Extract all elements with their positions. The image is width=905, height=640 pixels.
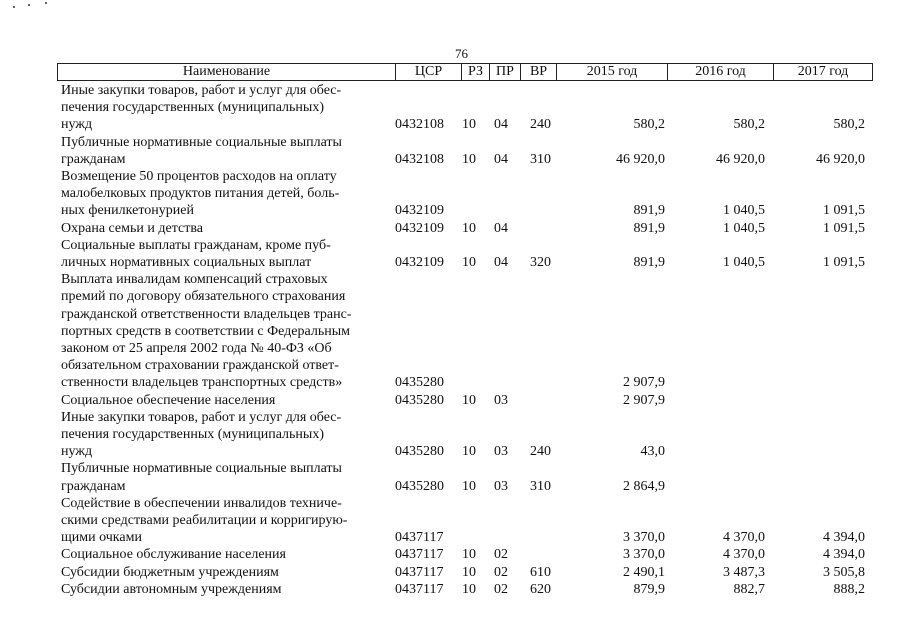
row-name-line: ных фенилкетонурией [61, 203, 194, 219]
cell-vr: 240 [530, 444, 551, 460]
cell-rz: 10 [462, 581, 476, 597]
row-name-line: Субсидии бюджетным учреждениям [61, 564, 279, 580]
cell-2016: 580,2 [733, 117, 765, 133]
cell-rz: 10 [462, 255, 476, 270]
row-name-line: Содействие в обеспечении инвалидов техниче- [61, 495, 342, 511]
cell-2015: 43,0 [640, 444, 665, 460]
cell-pr: 04 [494, 117, 508, 133]
cell-2017: 888,2 [833, 581, 865, 597]
cell-pr: 03 [494, 478, 508, 494]
cell-2017: 3 505,8 [823, 564, 865, 580]
column-header-2015: 2015 год [557, 64, 668, 80]
cell-vr: 620 [530, 581, 551, 597]
cell-pr: 03 [494, 392, 508, 408]
cell-csr: 0435280 [395, 392, 444, 408]
row-name-line: Охрана семьи и детства [61, 220, 203, 236]
row-name-line: Социальные выплаты гражданам, кроме пуб- [61, 237, 331, 253]
cell-2017: 46 920,0 [816, 151, 865, 167]
cell-2015: 2 490,1 [623, 564, 665, 580]
row-name-line: гражданам [61, 478, 126, 494]
cell-2017: 4 394,0 [823, 547, 865, 563]
cell-2016: 46 920,0 [716, 151, 765, 167]
row-name-line: печения государственных (муниципальных) [61, 427, 324, 442]
cell-2015: 891,9 [633, 203, 665, 219]
row-name-line: нужд [61, 117, 93, 133]
cell-2016: 882,7 [733, 581, 765, 597]
cell-2017: 4 394,0 [823, 530, 865, 546]
cell-rz: 10 [462, 564, 476, 580]
cell-rz: 10 [462, 117, 476, 133]
cell-csr: 0435280 [395, 375, 444, 391]
cell-csr: 0432109 [395, 203, 444, 219]
row-name-line: Иные закупки товаров, работ и услуг для обес- [61, 409, 342, 425]
cell-pr: 03 [494, 444, 508, 460]
row-name-line: Публичные нормативные социальные выплаты [61, 461, 342, 477]
row-name-line: Субсидии автономным учреждениям [61, 581, 282, 597]
row-name-line: Иные закупки товаров, работ и услуг для обес- [61, 83, 342, 98]
cell-2016: 1 040,5 [723, 220, 765, 236]
row-name-line: печения государственных (муниципальных) [61, 100, 324, 116]
cell-vr: 240 [530, 117, 551, 133]
cell-pr: 02 [494, 547, 508, 563]
cell-csr: 0437117 [395, 547, 444, 563]
column-header-vr: ВР [521, 64, 557, 80]
cell-2016: 4 370,0 [723, 547, 765, 563]
row-name-line: Выплата инвалидам компенсаций страховых [61, 272, 328, 288]
cell-2015: 2 907,9 [623, 375, 665, 391]
cell-2016: 3 487,3 [723, 564, 765, 580]
row-name-line: законом от 25 апреля 2002 года № 40-ФЗ «Об [61, 341, 332, 356]
cell-csr: 0432108 [395, 151, 444, 167]
cell-2015: 879,9 [633, 581, 665, 597]
cell-2017: 580,2 [833, 117, 865, 133]
row-name-line: обязательном страховании гражданской ответ- [61, 358, 339, 374]
cell-csr: 0437117 [395, 564, 444, 580]
cell-pr: 02 [494, 581, 508, 597]
cell-csr: 0432109 [395, 220, 444, 236]
cell-csr: 0432109 [395, 255, 444, 270]
cell-rz: 10 [462, 547, 476, 563]
cell-rz: 10 [462, 220, 476, 236]
cell-vr: 310 [530, 478, 551, 494]
cell-2015: 891,9 [633, 220, 665, 236]
column-header-name: Наименование [58, 64, 396, 80]
cell-pr: 04 [494, 220, 508, 236]
cell-csr: 0432108 [395, 117, 444, 133]
row-name-line: скими средствами реабилитации и корригирую- [61, 513, 348, 528]
cell-2015: 3 370,0 [623, 530, 665, 546]
cell-2015: 3 370,0 [623, 547, 665, 563]
row-name-line: Публичные нормативные социальные выплаты [61, 134, 342, 150]
row-name-line: Возмещение 50 процентов расходов на оплату [61, 169, 337, 184]
cell-csr: 0435280 [395, 444, 444, 460]
cell-rz: 10 [462, 478, 476, 494]
cell-2016: 4 370,0 [723, 530, 765, 546]
cell-2016: 1 040,5 [723, 203, 765, 219]
cell-2017: 1 091,5 [823, 203, 865, 219]
row-name-line: Социальное обслуживание населения [61, 547, 286, 563]
cell-2017: 1 091,5 [823, 220, 865, 236]
column-header-pr: ПР [490, 64, 521, 80]
cell-pr: 04 [494, 255, 508, 270]
row-name-line: нужд [61, 444, 93, 460]
column-header-2016: 2016 год [668, 64, 774, 80]
cell-pr: 04 [494, 151, 508, 167]
cell-vr: 320 [530, 255, 551, 270]
row-name-line: малобелковых продуктов питания детей, боль- [61, 186, 340, 202]
page-number: 76 [455, 46, 468, 61]
row-name-line: гражданам [61, 151, 126, 167]
cell-2015: 46 920,0 [616, 151, 665, 167]
cell-rz: 10 [462, 444, 476, 460]
row-name-line: гражданской ответственности владельцев транс- [61, 306, 352, 322]
scan-speck [45, 2, 47, 4]
cell-csr: 0435280 [395, 478, 444, 494]
scan-speck [13, 6, 15, 8]
row-name-line: премий по договору обязательного страхования [61, 289, 346, 305]
row-name-line: ственности владельцев транспортных средств» [61, 375, 343, 391]
cell-rz: 10 [462, 392, 476, 408]
cell-2015: 580,2 [633, 117, 665, 133]
column-header-rz: РЗ [462, 64, 490, 80]
table-header [57, 63, 873, 81]
cell-csr: 0437117 [395, 530, 444, 546]
cell-2017: 1 091,5 [823, 255, 865, 270]
cell-pr: 02 [494, 564, 508, 580]
cell-vr: 610 [530, 564, 551, 580]
row-name-line: Социальное обеспечение населения [61, 392, 276, 408]
cell-rz: 10 [462, 151, 476, 167]
cell-2016: 1 040,5 [723, 255, 765, 270]
cell-vr: 310 [530, 151, 551, 167]
column-header-2017: 2017 год [797, 64, 849, 79]
column-header-csr: ЦСР [396, 64, 462, 80]
cell-csr: 0437117 [395, 581, 444, 597]
row-name-line: щими очками [61, 530, 142, 546]
scan-speck [28, 4, 30, 6]
cell-2015: 2 864,9 [623, 478, 665, 494]
cell-2015: 891,9 [633, 255, 665, 270]
cell-2015: 2 907,9 [623, 392, 665, 408]
row-name-line: личных нормативных социальных выплат [61, 255, 312, 270]
row-name-line: портных средств в соответствии с Федеральным [61, 323, 350, 339]
